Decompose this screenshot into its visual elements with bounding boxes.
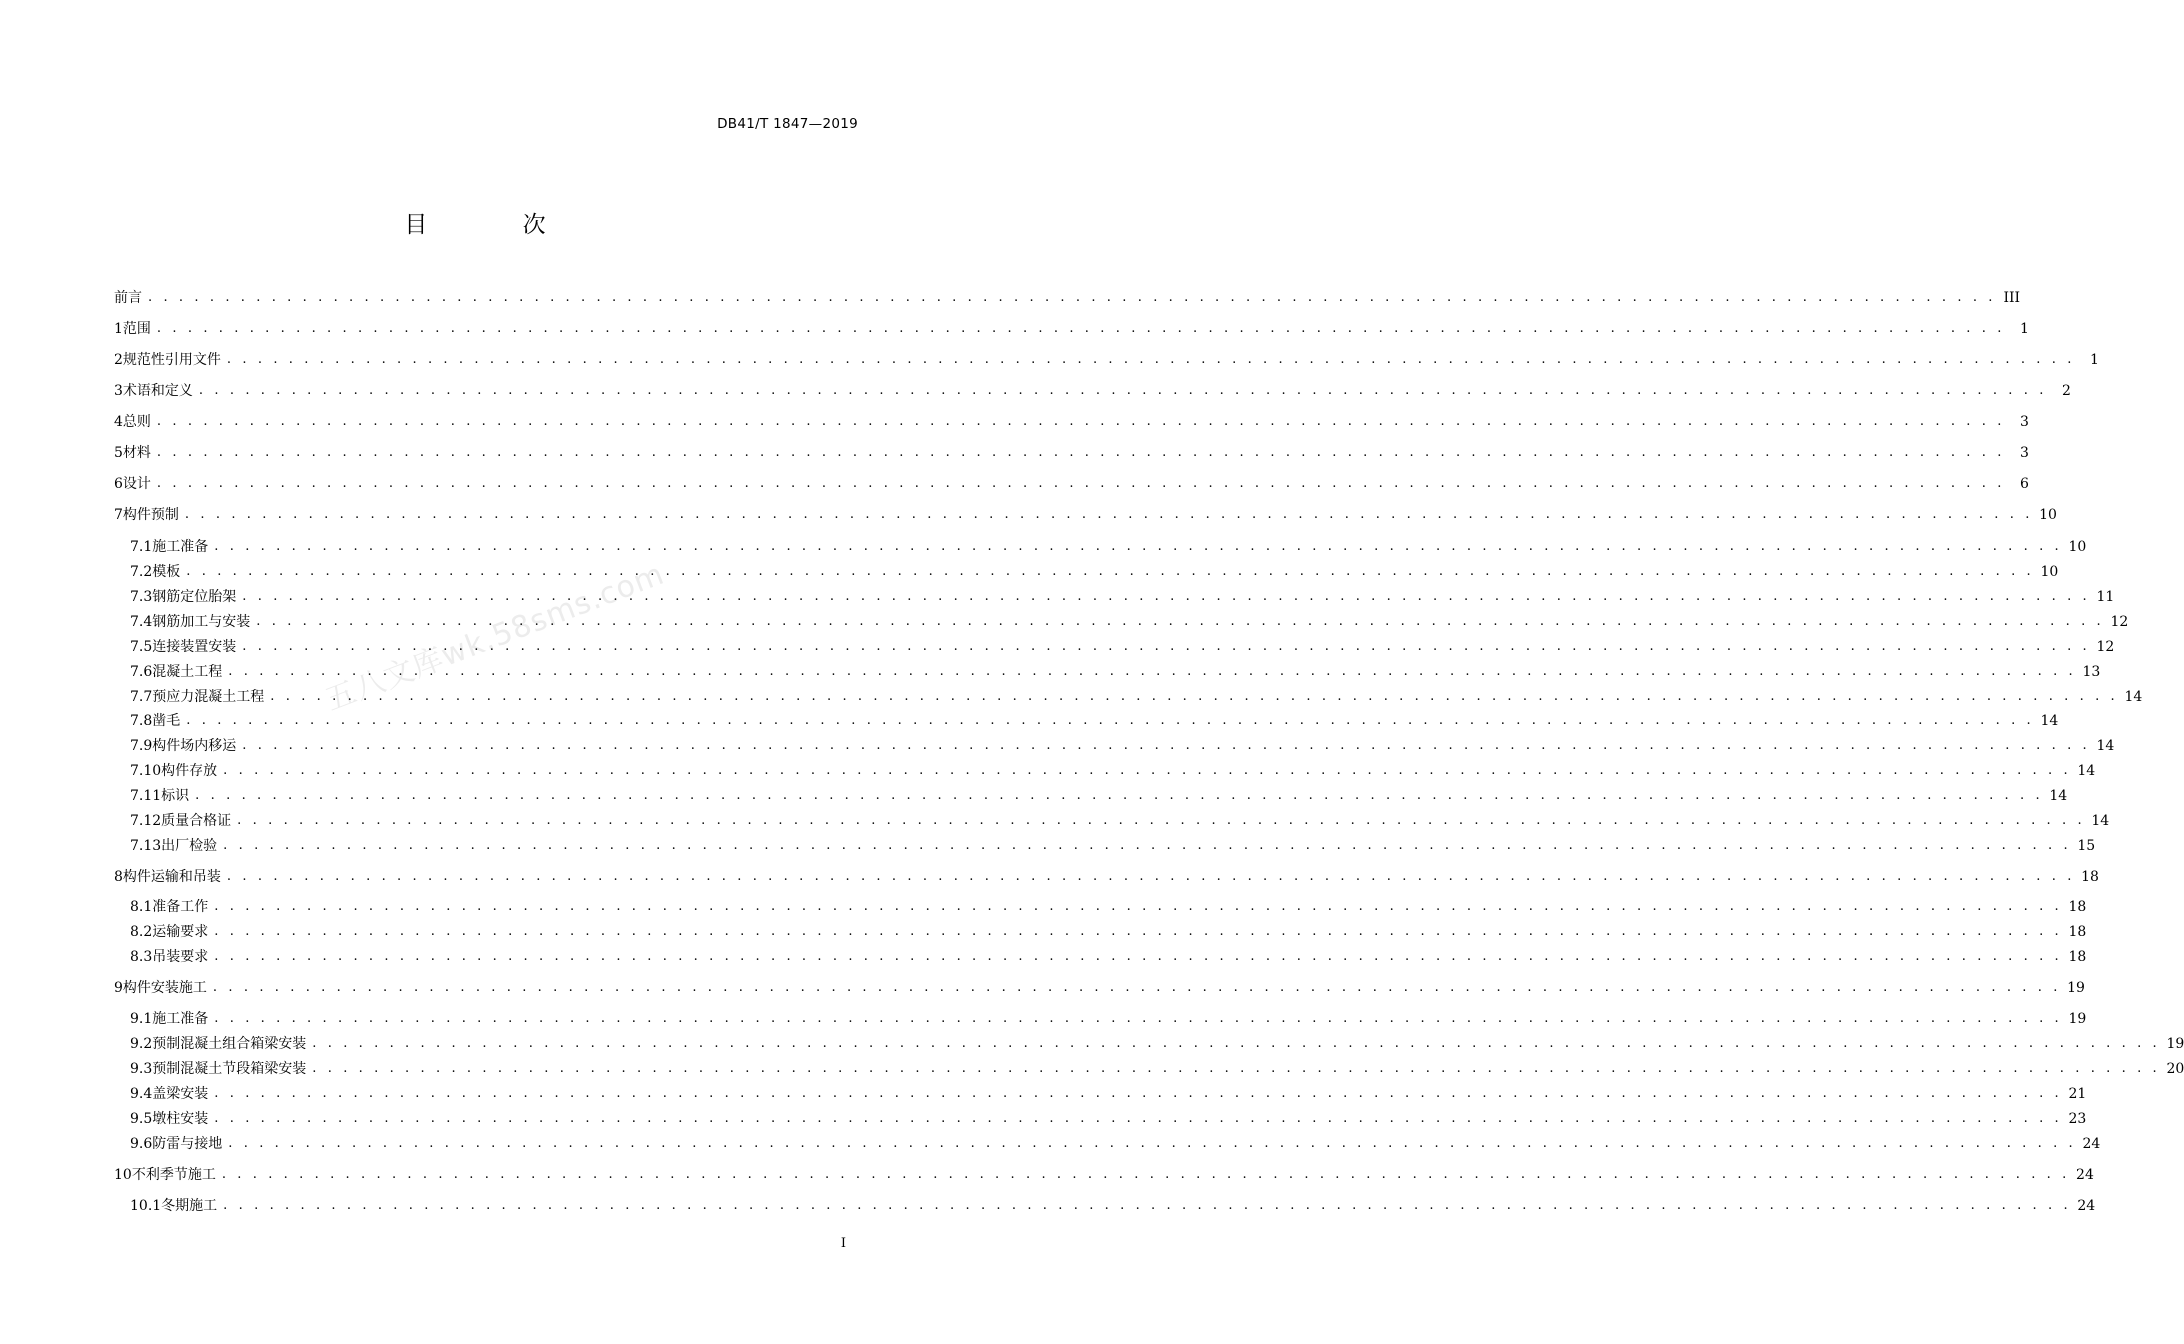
toc-entry[interactable] [130, 835, 2096, 857]
toc-entry-label: 预制混凝土组合箱梁安装 [152, 1036, 307, 1052]
toc-entry-label: 术语和定义 [122, 383, 193, 399]
toc-entry-page: 1 [2090, 352, 2099, 368]
leader-dots: . . . . . . . . . . . . . . . . . . . . . . . . . . . . . . . . . . . . . . . . . . . . . . . . . . . . . . . . . . . . . . . . . . . . . . . . . . . . . . . . . . . . . . . . . . . . . . . . . . . . . . . . . . . . . . . . . . . . . . . . [148, 290, 1997, 305]
toc-entry-label: 构件预制 [122, 507, 179, 523]
toc-entry-number: 9.3 [130, 1061, 153, 1077]
toc-entry[interactable] [114, 866, 2099, 888]
toc-entry-number: 7.7 [130, 689, 153, 705]
toc-entry-page: 10 [2040, 564, 2059, 580]
toc-entry[interactable] [114, 318, 2029, 340]
toc-entry-number: 7.3 [130, 589, 153, 605]
toc-entry[interactable] [114, 380, 2071, 402]
toc-entry-page: 10 [2039, 507, 2057, 523]
toc-entry-number: 8.3 [130, 949, 153, 965]
toc-entry-label: 构件安装施工 [122, 980, 207, 996]
toc-entry-label: 施工准备 [152, 539, 209, 555]
toc-entry-label: 准备工作 [152, 899, 209, 915]
toc-entry[interactable] [130, 1008, 2087, 1030]
toc-entry-number: 2 [114, 352, 123, 368]
toc-entry-page: 24 [2076, 1167, 2094, 1183]
toc-entry-label: 规范性引用文件 [122, 352, 221, 368]
leader-dots: . . . . . . . . . . . . . . . . . . . . . . . . . . . . . . . . . . . . . . . . . . . . . . . . . . . . . . . . . . . . . . . . . . . . . . . . . . . . . . . . . . . . . . . . . . . . . . . . . . . . . . . . . . . . . . . . . . . . . . . . [214, 899, 2063, 914]
toc-entry-page: 12 [2110, 614, 2129, 630]
toc-entry[interactable] [114, 349, 2099, 371]
toc-entry-page: 19 [2068, 1011, 2087, 1027]
toc-entry-number: 9.4 [130, 1086, 153, 1102]
leader-dots: . . . . . . . . . . . . . . . . . . . . . . . . . . . . . . . . . . . . . . . . . . . . . . . . . . . . . . . . . . . . . . . . . . . . . . . . . . . . . . . . . . . . . . . . . . . . . . . . . . . . . . . . . . . . . . . . . . . . . . . . [186, 713, 2035, 728]
leader-dots: . . . . . . . . . . . . . . . . . . . . . . . . . . . . . . . . . . . . . . . . . . . . . . . . . . . . . . . . . . . . . . . . . . . . . . . . . . . . . . . . . . . . . . . . . . . . . . . . . . . . . . . . . . . . . . . . . . . . . . . . [242, 639, 2091, 654]
toc-entry[interactable] [130, 946, 2087, 968]
leader-dots: . . . . . . . . . . . . . . . . . . . . . . . . . . . . . . . . . . . . . . . . . . . . . . . . . . . . . . . . . . . . . . . . . . . . . . . . . . . . . . . . . . . . . . . . . . . . . . . . . . . . . . . . . . . . . . . . . . . . . . . . [223, 838, 2072, 853]
toc-entry-label: 构件场内移运 [152, 738, 237, 754]
toc-entry-number: 9.1 [130, 1011, 153, 1027]
leader-dots: . . . . . . . . . . . . . . . . . . . . . . . . . . . . . . . . . . . . . . . . . . . . . . . . . . . . . . . . . . . . . . . . . . . . . . . . . . . . . . . . . . . . . . . . . . . . . . . . . . . . . . . . . . . . . . . . . . . . . . . . [156, 445, 2005, 460]
toc-entry-number: 7.10 [130, 763, 162, 779]
toc-entry-label: 总则 [122, 414, 151, 430]
toc-entry-label: 防雷与接地 [152, 1136, 223, 1152]
leader-dots: . . . . . . . . . . . . . . . . . . . . . . . . . . . . . . . . . . . . . . . . . . . . . . . . . . . . . . . . . . . . . . . . . . . . . . . . . . . . . . . . . . . . . . . . . . . . . . . . . . . . . . . . . . . . . . . . . . . . . . . . [226, 869, 2075, 884]
toc-entry[interactable] [130, 1195, 2096, 1217]
toc-entry-page: 20 [2166, 1061, 2184, 1077]
toc-entry-page: 18 [2068, 924, 2087, 940]
toc-entry-number: 1 [114, 321, 123, 337]
leader-dots: . . . . . . . . . . . . . . . . . . . . . . . . . . . . . . . . . . . . . . . . . . . . . . . . . . . . . . . . . . . . . . . . . . . . . . . . . . . . . . . . . . . . . . . . . . . . . . . . . . . . . . . . . . . . . . . . . . . . . . . . [195, 788, 2044, 803]
toc-entry-number: 7.1 [130, 539, 153, 555]
toc-entry-number: 7.4 [130, 614, 153, 630]
toc-entry-label: 材料 [122, 445, 151, 461]
toc-entry[interactable] [130, 1058, 2184, 1080]
toc-entry-page: 14 [2091, 813, 2110, 829]
standard-code: DB41/T 1847—2019 [717, 116, 858, 132]
leader-dots: . . . . . . . . . . . . . . . . . . . . . . . . . . . . . . . . . . . . . . . . . . . . . . . . . . . . . . . . . . . . . . . . . . . . . . . . . . . . . . . . . . . . . . . . . . . . . . . . . . . . . . . . . . . . . . . . . . . . . . . . [156, 414, 2005, 429]
toc-entry[interactable] [130, 1133, 2101, 1155]
toc-entry-number: 7 [114, 507, 123, 523]
toc-entry[interactable] [114, 442, 2029, 464]
leader-dots: . . . . . . . . . . . . . . . . . . . . . . . . . . . . . . . . . . . . . . . . . . . . . . . . . . . . . . . . . . . . . . . . . . . . . . . . . . . . . . . . . . . . . . . . . . . . . . . . . . . . . . . . . . . . . . . . . . . . . . . . [214, 924, 2063, 939]
toc-entry-label: 前言 [114, 290, 142, 306]
toc-entry-page: 3 [2020, 414, 2029, 430]
toc-entry-label: 质量合格证 [161, 813, 232, 829]
toc-entry-number: 9.5 [130, 1111, 153, 1127]
toc-entry-page: 14 [2096, 738, 2115, 754]
toc-entry[interactable] [130, 611, 2129, 633]
leader-dots: . . . . . . . . . . . . . . . . . . . . . . . . . . . . . . . . . . . . . . . . . . . . . . . . . . . . . . . . . . . . . . . . . . . . . . . . . . . . . . . . . . . . . . . . . . . . . . . . . . . . . . . . . . . . . . . . . . . . . . . . [186, 564, 2035, 579]
toc-entry[interactable] [114, 504, 2057, 526]
leader-dots: . . . . . . . . . . . . . . . . . . . . . . . . . . . . . . . . . . . . . . . . . . . . . . . . . . . . . . . . . . . . . . . . . . . . . . . . . . . . . . . . . . . . . . . . . . . . . . . . . . . . . . . . . . . . . . . . . . . . . . . . [184, 507, 2033, 522]
toc-entry-label: 混凝土工程 [152, 664, 223, 680]
toc-entry-page: 14 [2077, 763, 2096, 779]
toc-entry-label: 不利季节施工 [131, 1167, 216, 1183]
toc-entry-page: 13 [2082, 664, 2101, 680]
toc-entry-page: 14 [2049, 788, 2068, 804]
toc-entry-number: 7.11 [130, 788, 162, 804]
toc-entry-page: 21 [2068, 1086, 2087, 1102]
toc-entry-label: 预制混凝土节段箱梁安装 [152, 1061, 307, 1077]
toc-entry[interactable] [130, 536, 2087, 558]
leader-dots: . . . . . . . . . . . . . . . . . . . . . . . . . . . . . . . . . . . . . . . . . . . . . . . . . . . . . . . . . . . . . . . . . . . . . . . . . . . . . . . . . . . . . . . . . . . . . . . . . . . . . . . . . . . . . . . . . . . . . . . . [223, 1198, 2072, 1213]
toc-entry-label: 模板 [152, 564, 181, 580]
toc-entry[interactable] [130, 785, 2068, 807]
toc-entry-label: 墩柱安装 [152, 1111, 209, 1127]
toc-entry-page: 15 [2077, 838, 2096, 854]
leader-dots: . . . . . . . . . . . . . . . . . . . . . . . . . . . . . . . . . . . . . . . . . . . . . . . . . . . . . . . . . . . . . . . . . . . . . . . . . . . . . . . . . . . . . . . . . . . . . . . . . . . . . . . . . . . . . . . . . . . . . . . . [226, 352, 2075, 367]
toc-entry-label: 吊装要求 [152, 949, 209, 965]
toc-entry[interactable] [130, 921, 2087, 943]
leader-dots: . . . . . . . . . . . . . . . . . . . . . . . . . . . . . . . . . . . . . . . . . . . . . . . . . . . . . . . . . . . . . . . . . . . . . . . . . . . . . . . . . . . . . . . . . . . . . . . . . . . . . . . . . . . . . . . . . . . . . . . . [242, 589, 2091, 604]
toc-entry-number: 5 [114, 445, 123, 461]
toc-entry-number: 7.9 [130, 738, 153, 754]
toc-entry-number: 4 [114, 414, 123, 430]
toc-entry[interactable] [130, 1108, 2087, 1130]
toc-entry-label: 连接装置安装 [152, 639, 237, 655]
toc-entry-page: 6 [2020, 476, 2029, 492]
watermark: 五八文库wk.58sms.com [320, 556, 670, 719]
toc-entry-label: 运输要求 [152, 924, 209, 940]
toc-entry[interactable] [130, 760, 2096, 782]
toc-entry-number: 8.2 [130, 924, 153, 940]
toc-entry-page: III [2003, 290, 2021, 306]
page-number: I [840, 1236, 846, 1251]
toc-entry-number: 7.12 [130, 813, 162, 829]
leader-dots: . . . . . . . . . . . . . . . . . . . . . . . . . . . . . . . . . . . . . . . . . . . . . . . . . . . . . . . . . . . . . . . . . . . . . . . . . . . . . . . . . . . . . . . . . . . . . . . . . . . . . . . . . . . . . . . . . . . . . . . . [214, 1086, 2063, 1101]
toc-entry[interactable] [114, 287, 2021, 309]
toc-entry[interactable] [114, 977, 2085, 999]
toc-entry-page: 3 [2020, 445, 2029, 461]
toc-entry-number: 7.6 [130, 664, 153, 680]
toc-entry[interactable] [130, 561, 2059, 583]
toc-entry-page: 18 [2081, 869, 2099, 885]
toc-entry-label: 构件存放 [161, 763, 218, 779]
toc-entry[interactable] [114, 411, 2029, 433]
toc-entry[interactable] [130, 735, 2115, 757]
toc-entry[interactable] [130, 896, 2087, 918]
leader-dots: . . . . . . . . . . . . . . . . . . . . . . . . . . . . . . . . . . . . . . . . . . . . . . . . . . . . . . . . . . . . . . . . . . . . . . . . . . . . . . . . . . . . . . . . . . . . . . . . . . . . . . . . . . . . . . . . . . . . . . . . [270, 689, 2119, 704]
toc-entry[interactable] [130, 661, 2101, 683]
toc-entry-page: 12 [2096, 639, 2115, 655]
toc-entry-label: 钢筋定位胎架 [152, 589, 237, 605]
toc-entry-number: 9.6 [130, 1136, 153, 1152]
toc-entry-page: 23 [2068, 1111, 2087, 1127]
toc-entry-label: 钢筋加工与安装 [152, 614, 251, 630]
leader-dots: . . . . . . . . . . . . . . . . . . . . . . . . . . . . . . . . . . . . . . . . . . . . . . . . . . . . . . . . . . . . . . . . . . . . . . . . . . . . . . . . . . . . . . . . . . . . . . . . . . . . . . . . . . . . . . . . . . . . . . . . [214, 1111, 2063, 1126]
leader-dots: . . . . . . . . . . . . . . . . . . . . . . . . . . . . . . . . . . . . . . . . . . . . . . . . . . . . . . . . . . . . . . . . . . . . . . . . . . . . . . . . . . . . . . . . . . . . . . . . . . . . . . . . . . . . . . . . . . . . . . . . [212, 980, 2061, 995]
toc-entry-number: 9 [114, 980, 123, 996]
toc-entry-page: 24 [2077, 1198, 2096, 1214]
leader-dots: . . . . . . . . . . . . . . . . . . . . . . . . . . . . . . . . . . . . . . . . . . . . . . . . . . . . . . . . . . . . . . . . . . . . . . . . . . . . . . . . . . . . . . . . . . . . . . . . . . . . . . . . . . . . . . . . . . . . . . . . [214, 539, 2063, 554]
toc-entry[interactable] [130, 636, 2115, 658]
toc-entry-page: 14 [2124, 689, 2143, 705]
toc-entry-page: 19 [2067, 980, 2085, 996]
toc-entry[interactable] [130, 586, 2115, 608]
toc-entry[interactable] [130, 1083, 2087, 1105]
leader-dots: . . . . . . . . . . . . . . . . . . . . . . . . . . . . . . . . . . . . . . . . . . . . . . . . . . . . . . . . . . . . . . . . . . . . . . . . . . . . . . . . . . . . . . . . . . . . . . . . . . . . . . . . . . . . . . . . . . . . . . . . [214, 1011, 2063, 1026]
toc-entry[interactable] [130, 810, 2110, 832]
toc-entry-number: 6 [114, 476, 123, 492]
leader-dots: . . . . . . . . . . . . . . . . . . . . . . . . . . . . . . . . . . . . . . . . . . . . . . . . . . . . . . . . . . . . . . . . . . . . . . . . . . . . . . . . . . . . . . . . . . . . . . . . . . . . . . . . . . . . . . . . . . . . . . . . [242, 738, 2091, 753]
leader-dots: . . . . . . . . . . . . . . . . . . . . . . . . . . . . . . . . . . . . . . . . . . . . . . . . . . . . . . . . . . . . . . . . . . . . . . . . . . . . . . . . . . . . . . . . . . . . . . . . . . . . . . . . . . . . . . . . . . . . . . . . [237, 813, 2086, 828]
toc-entry-page: 24 [2082, 1136, 2101, 1152]
toc-entry-label: 标识 [161, 788, 190, 804]
toc-entry-label: 冬期施工 [161, 1198, 218, 1214]
leader-dots: . . . . . . . . . . . . . . . . . . . . . . . . . . . . . . . . . . . . . . . . . . . . . . . . . . . . . . . . . . . . . . . . . . . . . . . . . . . . . . . . . . . . . . . . . . . . . . . . . . . . . . . . . . . . . . . . . . . . . . . . [198, 383, 2047, 398]
toc-entry-number: 9.2 [130, 1036, 153, 1052]
toc-entry-number: 7.2 [130, 564, 153, 580]
toc-entry-number: 8.1 [130, 899, 153, 915]
toc-entry-number: 10 [114, 1167, 132, 1183]
toc-entry-number: 10.1 [130, 1198, 162, 1214]
toc-entry-label: 构件运输和吊装 [122, 869, 221, 885]
leader-dots: . . . . . . . . . . . . . . . . . . . . . . . . . . . . . . . . . . . . . . . . . . . . . . . . . . . . . . . . . . . . . . . . . . . . . . . . . . . . . . . . . . . . . . . . . . . . . . . . . . . . . . . . . . . . . . . . . . . . . . . . [223, 763, 2072, 778]
leader-dots: . . . . . . . . . . . . . . . . . . . . . . . . . . . . . . . . . . . . . . . . . . . . . . . . . . . . . . . . . . . . . . . . . . . . . . . . . . . . . . . . . . . . . . . . . . . . . . . . . . . . . . . . . . . . . . . . . . . . . . . . [228, 664, 2077, 679]
leader-dots: . . . . . . . . . . . . . . . . . . . . . . . . . . . . . . . . . . . . . . . . . . . . . . . . . . . . . . . . . . . . . . . . . . . . . . . . . . . . . . . . . . . . . . . . . . . . . . . . . . . . . . . . . . . . . . . . . . . . . . . . [221, 1167, 2070, 1182]
leader-dots: . . . . . . . . . . . . . . . . . . . . . . . . . . . . . . . . . . . . . . . . . . . . . . . . . . . . . . . . . . . . . . . . . . . . . . . . . . . . . . . . . . . . . . . . . . . . . . . . . . . . . . . . . . . . . . . . . . . . . . . . [312, 1036, 2161, 1051]
toc-entry[interactable] [114, 1164, 2094, 1186]
toc-entry-number: 8 [114, 869, 123, 885]
page-title: 目 次 [404, 212, 590, 238]
leader-dots: . . . . . . . . . . . . . . . . . . . . . . . . . . . . . . . . . . . . . . . . . . . . . . . . . . . . . . . . . . . . . . . . . . . . . . . . . . . . . . . . . . . . . . . . . . . . . . . . . . . . . . . . . . . . . . . . . . . . . . . . [214, 949, 2063, 964]
toc-entry-page: 18 [2068, 949, 2087, 965]
toc-entry[interactable] [130, 710, 2059, 732]
toc-entry-page: 1 [2020, 321, 2029, 337]
toc-entry-label: 设计 [122, 476, 151, 492]
toc-entry[interactable] [130, 1033, 2184, 1055]
toc-entry-page: 14 [2040, 713, 2059, 729]
toc-entry-label: 范围 [122, 321, 151, 337]
leader-dots: . . . . . . . . . . . . . . . . . . . . . . . . . . . . . . . . . . . . . . . . . . . . . . . . . . . . . . . . . . . . . . . . . . . . . . . . . . . . . . . . . . . . . . . . . . . . . . . . . . . . . . . . . . . . . . . . . . . . . . . . [156, 321, 2005, 336]
toc-entry-label: 凿毛 [152, 713, 181, 729]
toc-entry-number: 7.5 [130, 639, 153, 655]
toc-entry-page: 19 [2166, 1036, 2184, 1052]
toc-entry-number: 3 [114, 383, 123, 399]
toc-entry-label: 盖梁安装 [152, 1086, 209, 1102]
toc-entry-number: 7.8 [130, 713, 153, 729]
toc-entry-page: 2 [2062, 383, 2071, 399]
toc-entry[interactable] [130, 686, 2143, 708]
toc-entry-label: 施工准备 [152, 1011, 209, 1027]
toc-entry-label: 预应力混凝土工程 [152, 689, 265, 705]
toc-entry[interactable] [114, 473, 2029, 495]
leader-dots: . . . . . . . . . . . . . . . . . . . . . . . . . . . . . . . . . . . . . . . . . . . . . . . . . . . . . . . . . . . . . . . . . . . . . . . . . . . . . . . . . . . . . . . . . . . . . . . . . . . . . . . . . . . . . . . . . . . . . . . . [312, 1061, 2161, 1076]
leader-dots: . . . . . . . . . . . . . . . . . . . . . . . . . . . . . . . . . . . . . . . . . . . . . . . . . . . . . . . . . . . . . . . . . . . . . . . . . . . . . . . . . . . . . . . . . . . . . . . . . . . . . . . . . . . . . . . . . . . . . . . . [228, 1136, 2077, 1151]
toc-entry-page: 11 [2096, 589, 2115, 605]
leader-dots: . . . . . . . . . . . . . . . . . . . . . . . . . . . . . . . . . . . . . . . . . . . . . . . . . . . . . . . . . . . . . . . . . . . . . . . . . . . . . . . . . . . . . . . . . . . . . . . . . . . . . . . . . . . . . . . . . . . . . . . . [256, 614, 2105, 629]
toc-entry-page: 10 [2068, 539, 2087, 555]
toc-entry-page: 18 [2068, 899, 2087, 915]
toc-entry-label: 出厂检验 [161, 838, 218, 854]
toc-entry-number: 7.13 [130, 838, 162, 854]
leader-dots: . . . . . . . . . . . . . . . . . . . . . . . . . . . . . . . . . . . . . . . . . . . . . . . . . . . . . . . . . . . . . . . . . . . . . . . . . . . . . . . . . . . . . . . . . . . . . . . . . . . . . . . . . . . . . . . . . . . . . . . . [156, 476, 2005, 491]
